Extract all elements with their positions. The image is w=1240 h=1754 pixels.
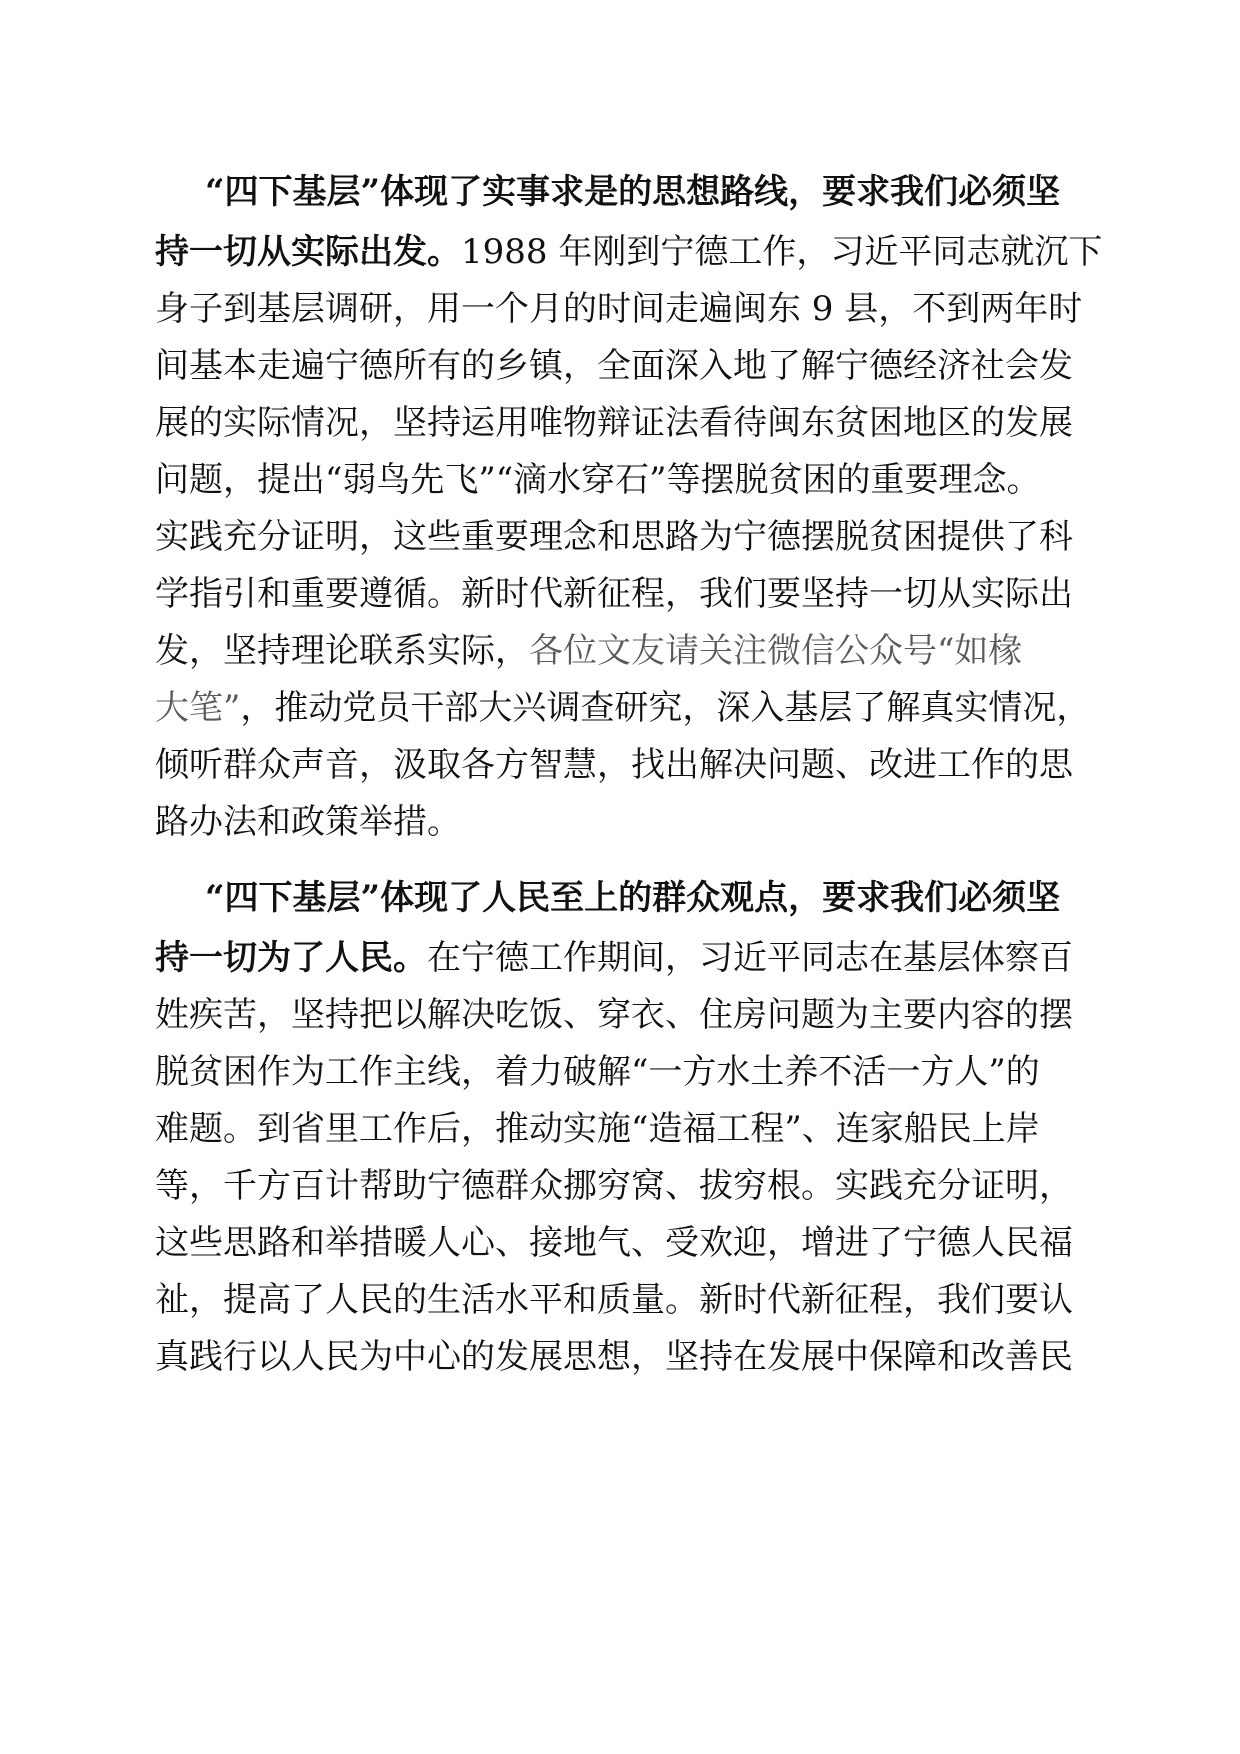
body-text: 难题。到省里工作后，推动实施“造福工程”、连家船民上岸 xyxy=(155,1109,1040,1149)
text-line xyxy=(155,985,1085,1045)
bold-lead-text: “四下基层”体现了人民至上的群众观点，要求我们必须坚 xyxy=(205,878,1061,918)
text-line xyxy=(155,1270,1085,1330)
inserted-notice-text: 大笔” xyxy=(155,688,241,728)
body-text: ，推动党员干部大兴调查研究，深入基层了解真实情况， xyxy=(240,688,1091,728)
bold-lead-text: “四下基层”体现了实事求是的思想路线，要求我们必须坚 xyxy=(205,172,1061,212)
text-line xyxy=(155,621,1085,681)
text-line xyxy=(155,222,1103,282)
bold-lead-text: 持一切从实际出发。 xyxy=(155,232,461,272)
text-line xyxy=(155,1213,1085,1273)
text-line xyxy=(155,507,1085,567)
body-text: 等，千方百计帮助宁德群众挪穷窝、拔穷根。实践充分证明， xyxy=(155,1166,1073,1206)
text-line xyxy=(155,279,1085,339)
body-text: 真践行以人民为中心的发展思想，坚持在发展中保障和改善民 xyxy=(155,1337,1073,1377)
text-line xyxy=(155,450,1085,510)
text-line xyxy=(155,336,1085,396)
text-line xyxy=(205,162,1085,222)
body-text: 这些思路和举措暖人心、接地气、受欢迎，增进了宁德人民福 xyxy=(155,1223,1073,1263)
body-text: 发，坚持理论联系实际， xyxy=(155,631,529,671)
text-line xyxy=(205,868,1085,928)
text-line xyxy=(155,1042,1085,1102)
text-line xyxy=(155,1156,1085,1216)
body-text: 间基本走遍宁德所有的乡镇，全面深入地了解宁德经济社会发 xyxy=(155,346,1073,386)
text-line xyxy=(155,564,1085,624)
body-text: 脱贫困作为工作主线，着力破解“一方水土养不活一方人”的 xyxy=(155,1052,1040,1092)
text-line xyxy=(155,678,1115,738)
body-text: 问题，提出“弱鸟先飞”“滴水穿石”等摆脱贫困的重要理念。 xyxy=(155,460,1041,500)
body-text: 展的实际情况，坚持运用唯物辩证法看待闽东贫困地区的发展 xyxy=(155,403,1073,443)
text-line xyxy=(155,928,1085,988)
text-line xyxy=(155,792,1085,852)
body-text: 祉，提高了人民的生活水平和质量。新时代新征程，我们要认 xyxy=(155,1280,1073,1320)
body-text: 身子到基层调研，用一个月的时间走遍闽东 9 县，不到两年时 xyxy=(155,289,1083,329)
inserted-notice-text: 各位文友请关注微信公众号“如椽 xyxy=(529,631,1023,671)
body-text: 学指引和重要遵循。新时代新征程，我们要坚持一切从实际出 xyxy=(155,574,1073,614)
body-text: 在宁德工作期间，习近平同志在基层体察百 xyxy=(427,938,1073,978)
body-text: 倾听群众声音，汲取各方智慧，找出解决问题、改进工作的思 xyxy=(155,745,1073,785)
text-line xyxy=(155,1099,1085,1159)
body-text: 路办法和政策举措。 xyxy=(155,802,461,842)
body-text: 实践充分证明，这些重要理念和思路为宁德摆脱贫困提供了科 xyxy=(155,517,1073,557)
body-text: 姓疾苦，坚持把以解决吃饭、穿衣、住房问题为主要内容的摆 xyxy=(155,995,1073,1035)
text-line xyxy=(155,393,1085,453)
bold-lead-text: 持一切为了人民。 xyxy=(155,938,427,978)
text-line xyxy=(155,735,1085,795)
body-text: 1988 年刚到宁德工作，习近平同志就沉下 xyxy=(461,232,1103,272)
text-line xyxy=(155,1327,1085,1387)
